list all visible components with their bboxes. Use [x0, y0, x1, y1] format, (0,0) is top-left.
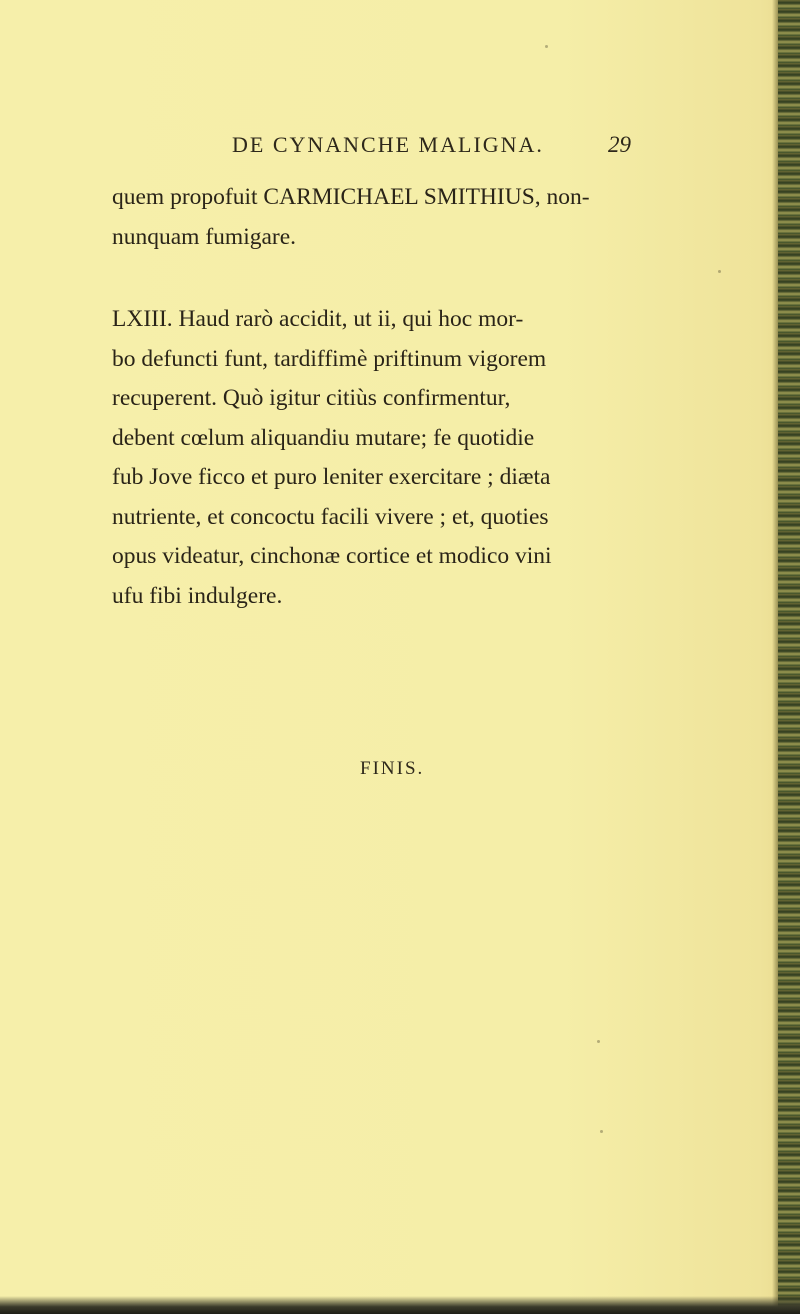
- text-line: recuperent. Quò igitur citiùs confirmentur,: [112, 385, 511, 411]
- text-line: bo defuncti funt, tardiffimè priftinum vigorem: [112, 345, 547, 372]
- finis-mark: FINIS.: [360, 758, 425, 779]
- text-line: quem propofuit CARMICHAEL SMITHIUS, non-: [112, 184, 590, 210]
- text-line: nunquam fumigare.: [112, 223, 297, 250]
- running-title: DE CYNANCHE MALIGNA.: [232, 132, 544, 157]
- text-line: debent cœlum aliquandiu mutare; fe quotidie: [112, 424, 535, 451]
- ink-speck: [718, 270, 721, 273]
- page-bottom-edge: [0, 1296, 800, 1314]
- book-binding-edge: [778, 0, 800, 1314]
- text-line: nutriente, et concoctu facili vivere ; et, quoties: [112, 503, 549, 530]
- text-line: fub Jove ficco et puro leniter exercitare ; diæta: [112, 464, 551, 490]
- ink-speck: [600, 1130, 603, 1133]
- text-line: opus videatur, cinchonæ cortice et modico vini: [112, 543, 552, 569]
- page-number: 29: [608, 132, 631, 157]
- text-line: ufu fibi indulgere.: [112, 582, 283, 609]
- body-text: [112, 178, 672, 616]
- text-line: LXIII. Haud rarò accidit, ut ii, qui hoc mor-: [112, 306, 524, 332]
- ink-speck: [597, 1040, 600, 1043]
- paragraph-gap: [112, 257, 672, 300]
- ink-speck: [545, 45, 548, 48]
